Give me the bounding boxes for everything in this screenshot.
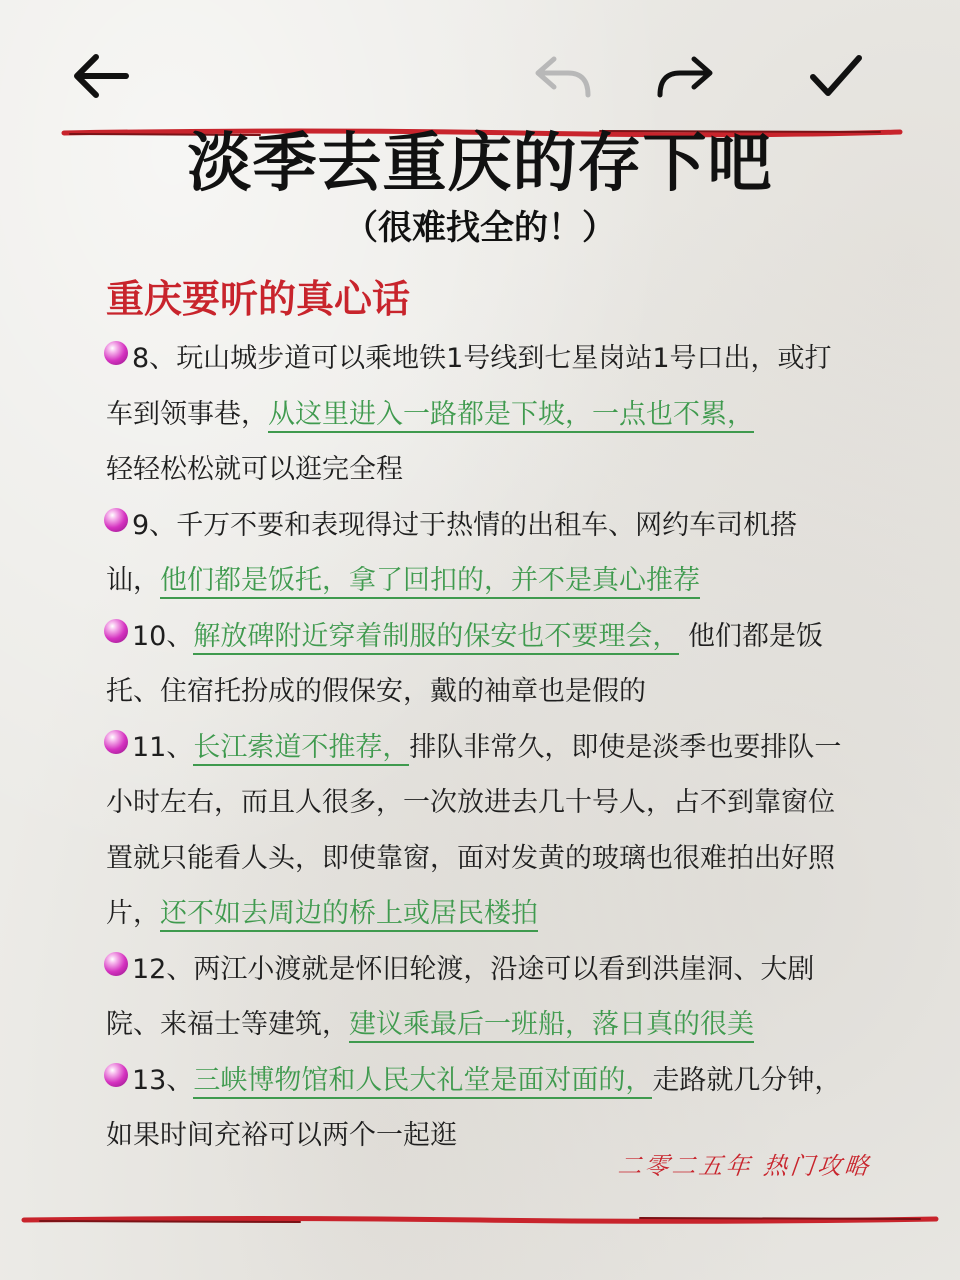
footer-tag: 二零二五年 热门攻略 — [616, 1152, 873, 1180]
check-icon — [808, 51, 864, 101]
tips-list — [106, 331, 846, 1164]
pink-bullet-icon — [104, 1063, 128, 1087]
tip-highlight: 他们都是饭托，拿了回扣的，并不是真心推荐 — [160, 565, 700, 599]
post-title: 淡季去重庆的存下吧 — [187, 127, 773, 201]
undo-icon — [532, 51, 596, 101]
pink-bullet-icon — [104, 508, 128, 532]
pink-bullet-icon — [104, 341, 128, 365]
tip-item: 10、解放碑附近穿着制服的保安也不要理会， 他们都是饭托、住宿托扮成的假保安，戴的袖章也是假的 — [106, 620, 823, 707]
section-heading: 重庆要听的真心话 — [106, 277, 411, 321]
tip-item: 11、长江索道不推荐，排队非常久，即使是淡季也要排队一小时左右，而且人很多，一次放进去几十号人，占不到靠窗位置就只能看人头，即使靠窗，面对发黄的玻璃也很难拍出好照片，还不如去周边的桥上或居民楼拍 — [106, 720, 846, 942]
tip-highlight: 解放碑附近穿着制服的保安也不要理会， — [193, 621, 679, 655]
pink-bullet-icon — [104, 619, 128, 643]
tip-highlight: 建议乘最后一班船，落日真的很美 — [349, 1009, 754, 1043]
arrow-left-icon — [70, 51, 130, 101]
tip-item: 8、玩山城步道可以乘地铁1号线到七星岗站1号口出，或打车到领事巷，从这里进入一路都是下坡，一点也不累， 轻轻松松就可以逛完全程 — [106, 343, 832, 485]
tip-item: 12、两江小渡就是怀旧轮渡，沿途可以看到洪崖洞、大剧院、来福士等建筑，建议乘最后一班船，落日真的很美 — [106, 942, 846, 1053]
tip-highlight: 长江索道不推荐， — [193, 732, 409, 766]
tip-highlight: 从这里进入一路都是下坡，一点也不累， — [268, 399, 754, 433]
tip-highlight: 还不如去周边的桥上或居民楼拍 — [160, 898, 538, 932]
pink-bullet-icon — [104, 952, 128, 976]
editor-toolbar — [0, 0, 960, 130]
redo-icon — [652, 51, 716, 101]
confirm-button[interactable] — [804, 44, 868, 108]
post-subtitle: （很难找全的！） — [344, 208, 616, 248]
bottom-brush-divider — [0, 1212, 960, 1228]
redo-button[interactable] — [652, 44, 716, 108]
back-button[interactable] — [68, 44, 132, 108]
undo-button[interactable] — [532, 44, 596, 108]
tip-highlight: 三峡博物馆和人民大礼堂是面对面的， — [193, 1065, 652, 1099]
tip-item: 13、三峡博物馆和人民大礼堂是面对面的，走路就几分钟，如果时间充裕可以两个一起逛 — [106, 1064, 842, 1151]
pink-bullet-icon — [104, 730, 128, 754]
tip-item: 9、千万不要和表现得过于热情的出租车、网约车司机搭讪，他们都是饭托，拿了回扣的，并不是真心推荐 — [106, 498, 846, 609]
